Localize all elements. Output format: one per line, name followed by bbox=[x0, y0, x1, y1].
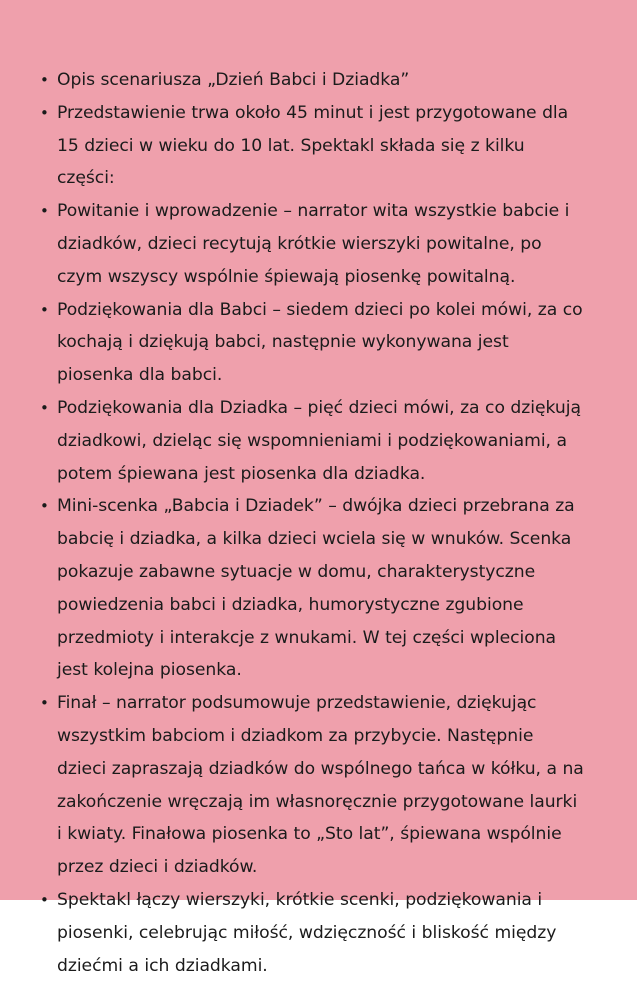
bullet-point-icon: • bbox=[40, 398, 49, 417]
bullet-point-icon: • bbox=[40, 497, 49, 516]
list-item-text: Powitanie i wprowadzenie – narrator wita wszystkie babcie i dziadków, dzieci recytują krótkie wierszyki powitalne, po czym wszyscy wspólnie śpiewają piosenkę powitalną. bbox=[57, 201, 570, 287]
bullet-point-icon: • bbox=[40, 71, 49, 89]
list-item-text: Podziękowania dla Babci – siedem dzieci po kolei mówi, za co kochają i dziękują babci, następnie wykonywana jest piosenka dla babci. bbox=[57, 299, 583, 386]
list-item bbox=[38, 97, 585, 195]
list-item bbox=[38, 392, 585, 490]
list-item-text: Finał – narrator podsumowuje przedstawienie, dziękując wszystkim babciom i dziadkom za przybycie. Następnie dzieci zapraszają dziadków do wspólnego tańca w kółku, a na zakończenie wręczają im własnoręcznie przygotowane laurki i kwiaty. Finałowa piosenka to „Sto lat”, śpiewana wspólnie przez dzieci i dziadków. bbox=[57, 693, 584, 878]
list-item-text: Opis scenariusza „Dzień Babci i Dziadka” bbox=[57, 70, 410, 90]
bullet-point-icon: • bbox=[40, 103, 49, 122]
list-item-text: Mini-scenka „Babcia i Dziadek” – dwójka dzieci przebrana za babcię i dziadka, a kilka dzieci wciela się w wnuków. Scenka pokazuje zabawne sytuacje w domu, charakterystyczne powiedzenia babci i dziadka, humorystyczne zgubione przedmioty i interakcje z wnukami. W tej części wpleciona jest kolejna piosenka. bbox=[57, 496, 575, 681]
bullet-point-icon: • bbox=[40, 300, 49, 319]
bullet-point-icon: • bbox=[40, 202, 49, 221]
scenario-bullet-list bbox=[38, 64, 585, 982]
list-item-text: Spektakl łączy wierszyki, krótkie scenki, podziękowania i piosenki, celebrując miłość, wdzięczność i bliskość między dziećmi a ich dziadkami. bbox=[57, 889, 557, 976]
list-item bbox=[38, 195, 585, 293]
list-item-text: Przedstawienie trwa około 45 minut i jest przygotowane dla 15 dzieci w wieku do 10 lat. Spektakl składa się z kilku części: bbox=[57, 102, 569, 189]
list-item bbox=[38, 490, 585, 687]
list-item bbox=[38, 884, 585, 982]
list-item bbox=[38, 687, 585, 884]
list-item bbox=[38, 294, 585, 392]
bullet-point-icon: • bbox=[40, 694, 49, 713]
list-item bbox=[38, 64, 585, 97]
list-item-text: Podziękowania dla Dziadka – pięć dzieci mówi, za co dziękują dziadkowi, dzieląc się wspomnieniami i podziękowaniami, a potem śpiewana jest piosenka dla dziadka. bbox=[57, 397, 581, 484]
bullet-point-icon: • bbox=[40, 890, 49, 909]
